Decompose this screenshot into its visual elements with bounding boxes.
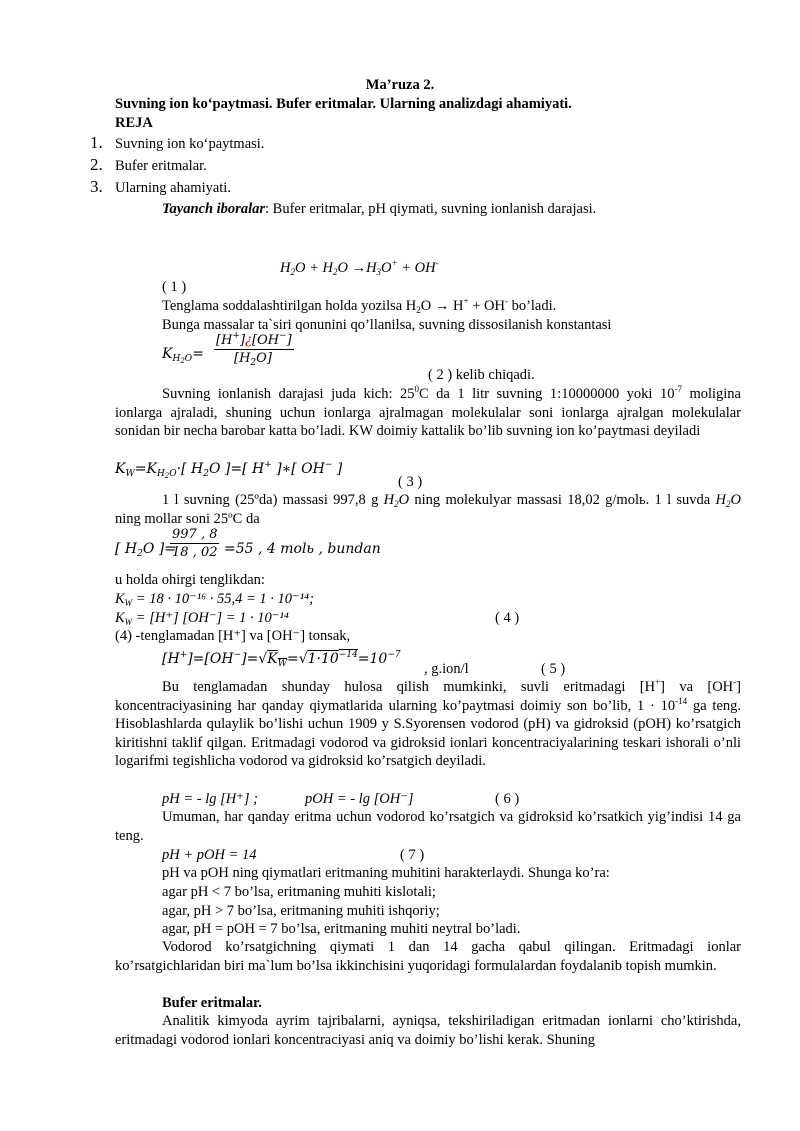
poh-formula: pOH = - lg [OH⁻] [305, 791, 414, 807]
equation-1-number: ( 1 ) [162, 279, 187, 295]
ionization-paragraph: Suvning ionlanish darajasi juda kich: $25^0C$ da 1 litr suvning 1:10000000 yoki $10^{-7}$ moligina ionlarga ajraladi, shuning uchun ionlarga ajralmagan molekulalar soni ionlarga ajralgan molekulalar sonidan bir necha barobar katta bo’ladi. KW doimiy kattalik bo’lib suvning ion ko’paytmasi deyiladi [115, 384, 741, 440]
plan-item-number: 3. [90, 177, 103, 196]
plan-item-number: 2. [90, 155, 103, 174]
keywords-line [162, 200, 596, 218]
then-text: u holda ohirgi tenglikdan: [115, 572, 265, 588]
fraction-numerator: 997 , 8 [172, 527, 218, 542]
plan-item: Ularning ahamiyati. [115, 180, 231, 196]
lecture-title: Ma’ruza 2. [365, 77, 435, 93]
kw-line-2: $K_W = [H^+] [OH^-] = 1 \cdot 10^{-14}$ [115, 610, 289, 627]
equation-4-number: ( 4 ) [495, 610, 520, 626]
plan-item-number: 1. [90, 133, 103, 152]
buffer-paragraph: Analitik kimyoda ayrim tajribalarni, ayniqsa, tekshiriladigan eritmadan ionlarni cho’ktirishda, eritmadagi vodorod ionlari koncentraciyasi aniq va doimiy bo’lishi kerak. Shuning [115, 1013, 741, 1048]
plan-item: Bufer eritmalar. [115, 158, 207, 174]
sum-formula: pH + pOH = 14 [162, 847, 257, 863]
mass-paragraph: 1 l suvning (25ºda) massasi 997,8 g $H_2O$ ning molekulyar massasi 18,02 g/molь. 1 l suvda $H_2O$ ning mollar soni 25ºC da [115, 492, 741, 527]
case-basic: agar, pH > 7 bo’lsa, eritmaning muhiti ishqoriy; [162, 903, 440, 919]
kw-line-1: $K_W = 18 \cdot 10^{-16} \cdot 55,4 = 1 \cdot 10^{-14}$; [115, 591, 314, 608]
plan-item: Suvning ion ko‘paytmasi. [115, 136, 265, 152]
range-paragraph: Vodorod ko’rsatgichning qiymati 1 dan 14 gacha qabul qilingan. Eritmadagi ionlar ko’rsatgichlaridan biri ma`lum bo’lsa ikkinchisini yuqoridagi formulalardan foydalanib topish mumkin. [115, 939, 741, 974]
equation-2-number: ( 2 ) kelib chiqadi. [428, 367, 535, 383]
ph-formula: pH = - lg [H⁺] ; [162, 791, 258, 807]
keywords-label: Tayanch iboralar [162, 201, 265, 217]
equation-5-number: ( 5 ) [541, 661, 566, 677]
equation-5-unit: , g.ion/l [424, 661, 469, 677]
equation-6-number: ( 6 ) [495, 791, 520, 807]
fraction-denominator: 18 , 02 [172, 545, 218, 560]
equation-1: $H_2O + H_2O \to H_3O^+ + OH^-$ [280, 258, 439, 277]
mass-action-text: Bunga massalar ta`siri qonunini qo’llanilsa, suvning dissosilanish konstantasi [162, 317, 612, 333]
from-eq4-text: (4) -tenglamadan [H⁺] va [OH⁻] tonsak, [115, 628, 351, 644]
equation-3: $K_W=K_{H_2O}\cdot$[ $H_2O$ ]=[ H+ ]∗[ OH− ] [115, 460, 343, 480]
buffer-heading: Bufer eritmalar. [162, 995, 262, 1011]
sum-paragraph: Umuman, har qanday eritma uchun vodorod ko’rsatgich va gidroksid ko’rsatkich yig’indisi 14 ga teng. [115, 809, 741, 844]
simplified-equation-text: Tenglama soddalashtirilgan holda yozilsa $H_2O \to H^+ + OH^-$ bo’ladi. [162, 296, 557, 315]
equation-3-number: ( 3 ) [398, 474, 423, 490]
fraction-result: =55 , 4 molь , bundan [224, 541, 381, 557]
case-neutral: agar, pH = pOH = 7 bo’lsa, eritmaning muhiti neytral bo’ladi. [162, 921, 521, 937]
case-acidic: agar pH < 7 bo’lsa, eritmaning muhiti kislotali; [162, 884, 436, 900]
equation-7-number: ( 7 ) [400, 847, 425, 863]
lecture-subtitle: Suvning ion ko‘paytmasi. Bufer eritmalar. Ularning analizdagi ahamiyati. [115, 96, 572, 112]
plan-heading: REJA [115, 115, 153, 131]
document-page: Ma’ruza 2. Suvning ion ko‘paytmasi. Bufer eritmalar. Ularning analizdagi ahamiyati. REJA 1. Suvning ion ko‘paytmasi. 2. Bufer eritmalar. 3. Ularning ahamiyati. Tayanch iboralar: Bufer eritmalar, pH qiymati, suvning ionlanish darajasi. $H_2O + H_2O \to H_3O^+ + OH^-$ ( 1 ) Tenglama soddalashtirilgan holda yozilsa $H_2O \to H^+ + OH^-$ bo’ladi. Bunga massalar ta`siri qonunini qo’llanilsa, suvning dissosilanish konstantasi $K_{H_2O}=$ $\frac{[H^+]¿[OH^-]}{[H_2O]}$ ( 2 ) kelib chiqadi. Suvning ionlanish darajasi juda kich: $25^0C$ da 1 litr suvning 1:10000000 yoki $10^{-7}$ moligina ionlarga ajraladi, shuning uchun ionlarga ajralmagan molekulalar soni ionlarga ajralgan molekulalar sonidan bir necha barobar katta bo’ladi. KW doimiy kattalik bo’lib suvning ion ko’paytmasi deyiladi $K_W=K_{H_2O}\cdot$[ $H_2O$ ]=[ H+ ]∗[ OH− ] ( 3 ) 1 l suvning (25ºda) massasi 997,8 g $H_2O$ ning molekulyar massasi 18,02 g/molь. 1 l suvda $H_2O$ ning mollar soni 25ºC da [ $H_2O$ ]= $\frac{997 , 8}{18 , 02}$ =55 , 4 molь , bundan u holda ohirgi tenglikdan: $K_W = 18 \cdot 10^{-16} \cdot 55,4 = 1 \cdot 10^{-14}$; $K_W = [H^+] [OH^-] = 1 \cdot 10^{-14}$ ( 4 ) (4) -tenglamadan [H⁺] va [OH⁻] tonsak, $[H^+]=[OH^-]=√K_W=√1\cdot 10^{-14}=10^{-7}$ , g.ion/l ( 5 ) Bu tenglamadan shunday hulosa qilish mumkinki, suvli eritmadagi [H+] va [OH-] koncentraciyasining har qanday qiymatlarida ularning ko’paytmasi doimiy son bo’lib, $1 \cdot 10^{-14}$ ga teng. Hisoblashlarda qulaylik bo’lishi uchun 1909 y S.Syorensen vodorod (pH) va gidroksid (pOH) ko’rsatgich kiritishni taklif qilgan. Eritmadagi vodorod va gidroksid ionlari koncentraciyalarining teskari ishorali o’nli logarifmi tegishlicha vodorod va gidroksid ko’rsatgich deyiladi. pH = - lg [H⁺] ; pOH = - lg [OH⁻] ( 6 ) Umuman, har qanday eritma uchun vodorod ko’rsatgich va gidroksid ko’rsatkich yig’indisi 14 ga teng. pH + pOH = 14 ( 7 ) pH va pOH ning qiymatlari eritmaning muhitini harakterlaydi. Shunga ko’ra: agar pH < 7 bo’lsa, eritmaning muhiti kislotali; agar, pH > 7 bo’lsa, eritmaning muhiti ishqoriy; agar, pH = pOH = 7 bo’lsa, eritmaning muhiti neytral bo’ladi. Vodorod ko’rsatgichning qiymati 1 dan 14 gacha qabul qilingan. Eritmadagi ionlar ko’rsatgichlaridan biri ma`lum bo’lsa ikkinchisini yuqoridagi formulalardan foydalanib topish mumkin. Bufer eritmalar. Analitik kimyoda ayrim tajribalarni, ayniqsa, tekshiriladigan eritmadan ionlarni cho’ktirishda, eritmadagi vodorod ionlari koncentraciyasi aniq va doimiy bo’lishi kerak. Shuning [0, 0, 800, 1131]
conclusion-paragraph: Bu tenglamadan shunday hulosa qilish mumkinki, suvli eritmadagi [H+] va [OH-] koncentraciyasining har qanday qiymatlarida ularning ko’paytmasi doimiy son bo’lib, $1 \cdot 10^{-14}$ ga teng. Hisoblashlarda qulaylik bo’lishi uchun 1909 y S.Syorensen vodorod (pH) va gidroksid (pOH) ko’rsatgich kiritishni taklif qilgan. Eritmadagi vodorod va gidroksid ionlari koncentraciyalarining teskari ishorali o’nli logarifmi tegishlicha vodorod va gidroksid ko’rsatgich deyiladi. [115, 677, 742, 770]
characterize-text: pH va pOH ning qiymatlari eritmaning muhitini harakterlaydi. Shunga ko’ra: [162, 865, 610, 881]
keywords-text: : Bufer eritmalar, pH qiymati, suvning ionlanish darajasi. [265, 201, 597, 217]
